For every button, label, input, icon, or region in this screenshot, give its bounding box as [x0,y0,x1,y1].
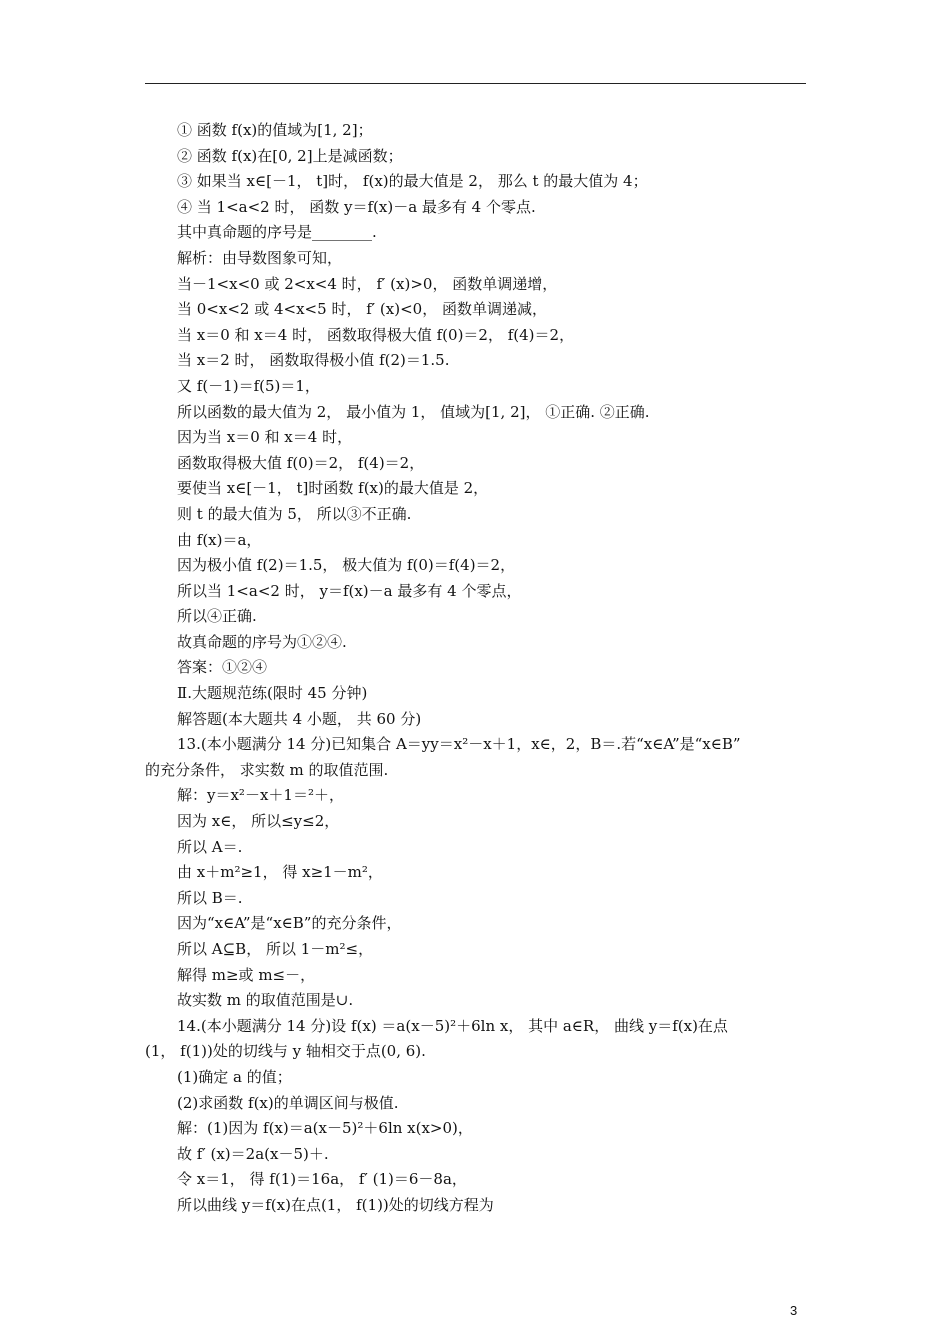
text-line: 所以曲线 y＝f(x)在点(1， f(1))处的切线方程为 [177,1195,494,1214]
text-line: 解：(1)因为 f(x)＝a(x－5)²＋6ln x(x>0)， [177,1119,473,1138]
text-line: ① 函数 f(x)的值域为[1, 2]； [177,121,373,139]
text-line: 要使当 x∈[－1， t]时函数 f(x)的最大值是 2， [177,479,489,498]
text-line: 因为当 x＝0 和 x＝4 时， [177,428,353,447]
text-line: 故真命题的序号为①②④. [177,632,347,651]
text-line: 所以 B＝. [177,888,243,907]
page-number: 3 [790,1303,798,1318]
text-line: 其中真命题的序号是________. [177,223,377,242]
text-line: 解：y＝x²－x＋1＝²＋， [177,786,344,805]
text-line: 因为“x∈A”是“x∈B”的充分条件， [177,914,402,933]
text-line: 当 x＝2 时， 函数取得极小值 f(2)＝1.5. [177,351,450,370]
text-line: 故 f′ (x)＝2a(x－5)＋. [177,1144,329,1163]
document-body [145,118,810,1219]
text-line: 故实数 m 的取值范围是∪. [177,991,354,1010]
text-line: Ⅱ.大题规范练(限时 45 分钟) [177,684,368,703]
text-line: 所以函数的最大值为 2， 最小值为 1， 值域为[1, 2]， ①正确. ②正确. [177,402,650,421]
text-line: 则 t 的最大值为 5， 所以③不正确. [177,504,412,523]
text-line: (1)确定 a 的值； [177,1067,292,1086]
text-line: 答案：①②④ [177,658,268,677]
text-line: (1， f(1))处的切线与 y 轴相交于点(0, 6). [145,1042,426,1061]
text-line: 由 f(x)＝a， [177,530,262,549]
text-line: 因为极小值 f(2)＝1.5， 极大值为 f(0)＝f(4)＝2， [177,556,516,575]
text-line: ③ 如果当 x∈[－1， t]时， f(x)的最大值是 2， 那么 t 的最大值为 4； [177,172,648,191]
text-line: 所以④正确. [177,607,257,626]
text-line: 的充分条件， 求实数 m 的取值范围. [145,760,389,779]
text-line: 由 x＋m²≥1， 得 x≥1－m²， [177,863,383,882]
text-line: 所以 A⊆B， 所以 1－m²≤， [177,940,374,958]
text-line: 函数取得极大值 f(0)＝2， f(4)＝2， [177,453,425,472]
text-line: 又 f(－1)＝f(5)＝1， [177,376,320,395]
text-line: 解答题(本大题共 4 小题， 共 60 分) [177,709,422,728]
header-rule [145,83,806,84]
text-line: 当 x＝0 和 x＝4 时， 函数取得极大值 f(0)＝2， f(4)＝2， [177,325,575,344]
text-line: 当 0<x<2 或 4<x<5 时， f′ (x)<0， 函数单调递减， [177,300,547,319]
text-line: 所以当 1<a<2 时， y＝f(x)－a 最多有 4 个零点， [177,581,522,600]
text-line: 令 x＝1， 得 f(1)＝16a， f′ (1)＝6－8a， [177,1170,467,1189]
text-line: 解得 m≥或 m≤－， [177,965,316,984]
text-line: 所以 A＝. [177,837,243,856]
text-line: 因为 x∈， 所以≤y≤2， [177,812,340,831]
text-line: (2)求函数 f(x)的单调区间与极值. [177,1093,399,1112]
text-line: 14.(本小题满分 14 分)设 f(x) ＝a(x－5)²＋6ln x， 其中 a∈R， 曲线 y＝f(x)在点 [177,1016,728,1035]
text-line: 当－1<x<0 或 2<x<4 时， f′ (x)>0， 函数单调递增， [177,274,558,293]
text-line: ② 函数 f(x)在[0, 2]上是减函数； [177,146,403,165]
text-line: ④ 当 1<a<2 时， 函数 y＝f(x)－a 最多有 4 个零点. [177,197,536,216]
text-line: 解析：由导数图象可知， [177,248,343,267]
text-line: 13.(本小题满分 14 分)已知集合 A＝yy＝x²－x＋1，x∈，2，B＝.若“x∈A”是“x∈B” [177,735,741,754]
